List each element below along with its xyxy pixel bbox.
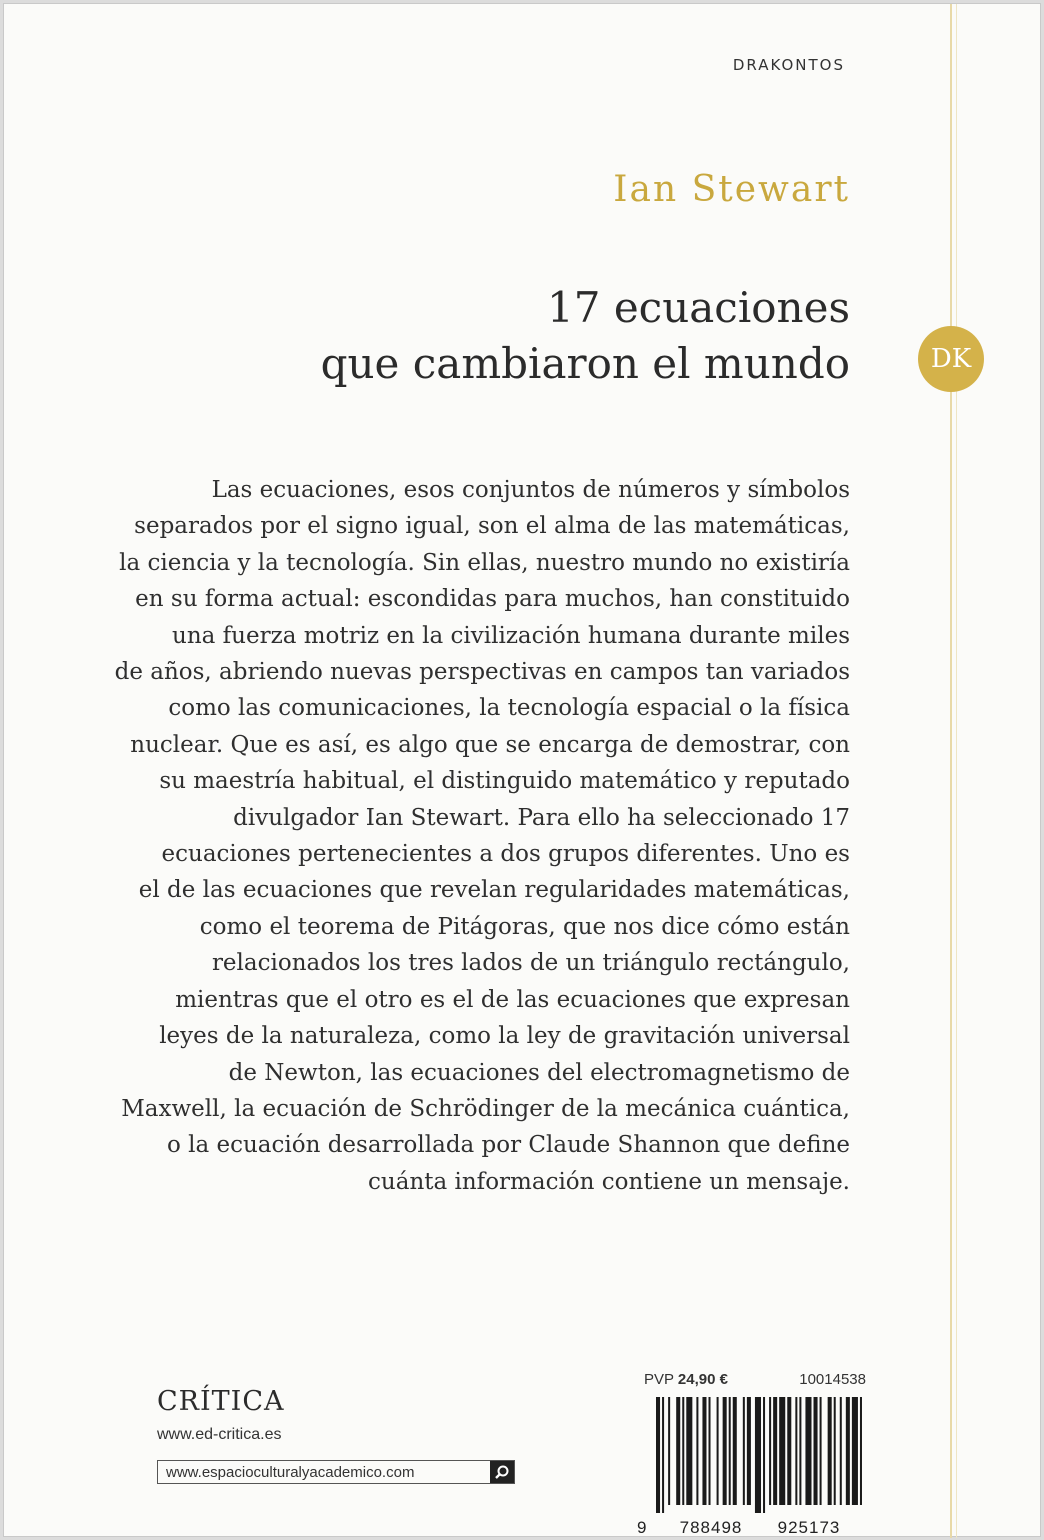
barcode-bar (696, 1397, 698, 1505)
spine-gold-line-secondary (956, 4, 957, 1538)
barcode-bar (676, 1397, 680, 1505)
price-label: PVP (644, 1371, 674, 1388)
barcode-bar (662, 1397, 664, 1513)
blurb-line: el de las ecuaciones que revelan regularidades matemáticas, (138, 877, 850, 904)
barcode-bar (755, 1397, 761, 1513)
blurb-line: de Newton, las ecuaciones del electromagnetismo de (228, 1059, 850, 1086)
blurb-line: una fuerza motriz en la civilización humana durante miles (172, 622, 850, 649)
barcode-bar (656, 1397, 660, 1513)
barcode-bar (852, 1397, 858, 1505)
portal-url-box (157, 1460, 515, 1484)
barcode-bar (723, 1397, 727, 1505)
barcode-bar (834, 1397, 836, 1505)
blurb-line: cuánta información contiene un mensaje. (368, 1168, 850, 1195)
isbn-group-2: 925173 (777, 1518, 841, 1537)
barcode-bar (773, 1397, 777, 1505)
isbn-number (637, 1518, 867, 1538)
blurb-line: en su forma actual: escondidas para muchos, han constituido (135, 586, 850, 613)
price-info (644, 1371, 728, 1388)
barcode-bar (787, 1397, 791, 1505)
spine-gold-line (950, 4, 952, 1538)
barcode-bar (686, 1397, 692, 1505)
blurb-text (110, 472, 850, 1200)
dk-logo: DK (918, 326, 984, 392)
isbn-group-1: 788498 (679, 1518, 743, 1537)
blurb-line: mientras que el otro es el de las ecuaciones que expresan (175, 986, 850, 1013)
book-title (321, 280, 850, 392)
title-line-1: 17 ecuaciones (547, 283, 850, 332)
barcode-bars (654, 1397, 866, 1513)
search-icon (490, 1461, 514, 1483)
blurb-line: Las ecuaciones, esos conjuntos de números y símbolos (211, 477, 850, 503)
barcode-bar (840, 1397, 842, 1505)
blurb-line: como las comunicaciones, la tecnología espacial o la física (168, 695, 850, 722)
blurb-line: como el teorema de Pitágoras, que nos dice cómo están (199, 913, 850, 940)
barcode-bar (814, 1397, 818, 1505)
isbn-first-digit: 9 (637, 1518, 648, 1537)
author-name: Ian Stewart (613, 169, 850, 210)
portal-url: www.espacioculturalyacademico.com (166, 1463, 415, 1481)
barcode-bar (668, 1397, 670, 1505)
blurb-line: o la ecuación desarrollada por Claude Shannon que define (166, 1132, 850, 1159)
blurb-line: de años, abriendo nuevas perspectivas en campos tan variados (114, 659, 850, 686)
barcode-bar (795, 1397, 797, 1505)
barcode-bar (717, 1397, 719, 1505)
blurb-line: divulgador Ian Stewart. Para ello ha seleccionado 17 (233, 804, 850, 831)
book-back-cover (3, 3, 1041, 1537)
barcode-bar (743, 1397, 745, 1505)
blurb-line: relacionados los tres lados de un triángulo rectángulo, (211, 950, 850, 977)
blurb-line: la ciencia y la tecnología. Sin ellas, nuestro mundo no existiría (119, 549, 850, 576)
barcode-bar (702, 1397, 706, 1505)
barcode-bar (733, 1397, 737, 1505)
barcode-bar (763, 1397, 765, 1513)
barcode-bar (709, 1397, 711, 1505)
barcode-bar (779, 1397, 785, 1505)
barcode-bar (828, 1397, 832, 1505)
barcode-bar (820, 1397, 822, 1505)
price-row (644, 1371, 866, 1388)
barcode-bar (799, 1397, 801, 1505)
barcode (654, 1397, 866, 1513)
barcode-bar (860, 1397, 862, 1505)
barcode-bar (682, 1397, 684, 1505)
blurb-line: separados por el signo igual, son el alma de las matemáticas, (134, 513, 850, 540)
product-code: 10014538 (799, 1371, 866, 1388)
price-value: 24,90 € (677, 1371, 728, 1388)
series-name: DRAKONTOS (732, 56, 845, 74)
blurb-line: nuclear. Que es así, es algo que se encarga de demostrar, con (130, 731, 850, 758)
blurb-line: ecuaciones pertenecientes a dos grupos diferentes. Uno es (161, 841, 850, 868)
blurb-line: Maxwell, la ecuación de Schrödinger de la mecánica cuántica, (121, 1095, 850, 1122)
barcode-bar (769, 1397, 771, 1505)
publisher-url: www.ed-critica.es (157, 1426, 282, 1443)
barcode-bar (729, 1397, 731, 1505)
barcode-bar (846, 1397, 850, 1505)
barcode-bar (747, 1397, 751, 1505)
blurb-line: su maestría habitual, el distinguido matemático y reputado (159, 768, 850, 795)
title-line-2: que cambiaron el mundo (320, 339, 850, 388)
blurb-line: leyes de la naturaleza, como la ley de gravitación universal (159, 1023, 850, 1050)
barcode-bar (805, 1397, 811, 1505)
publisher-name: CRÍTICA (157, 1386, 285, 1417)
